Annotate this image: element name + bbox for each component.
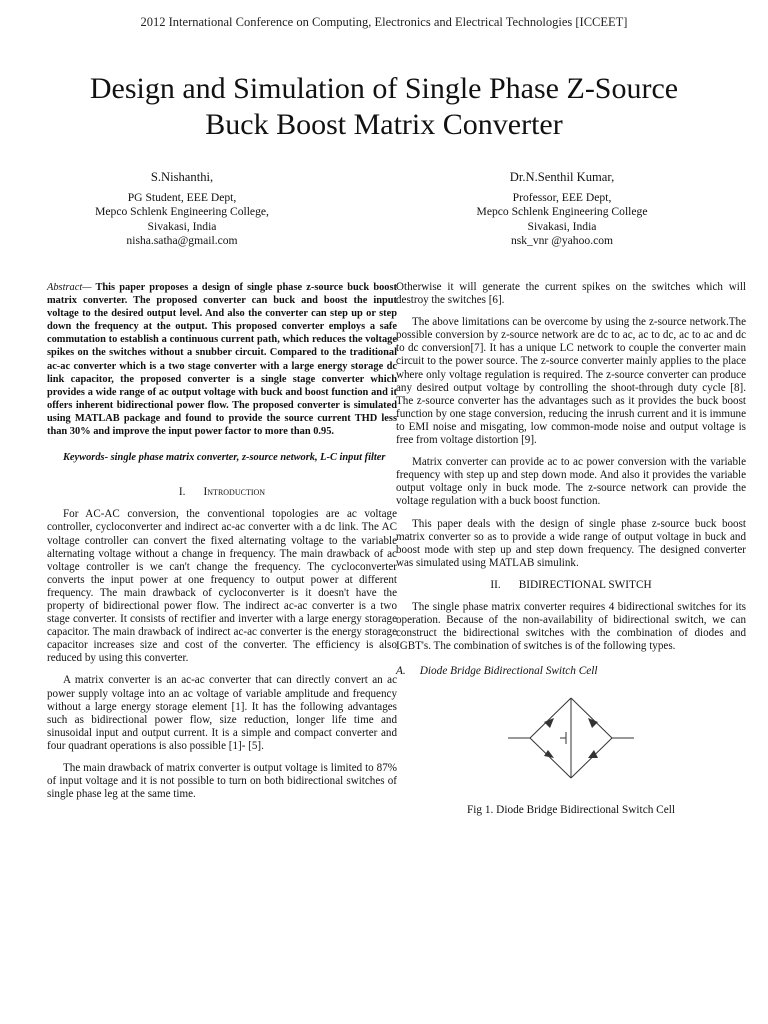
- subsection-number: A.: [396, 665, 406, 678]
- author-email[interactable]: nisha.satha@gmail.com: [126, 234, 238, 248]
- author-role: PG Student, EEE Dept,: [127, 190, 237, 204]
- section-title: BIDIRECTIONAL SWITCH: [518, 578, 652, 591]
- subsection-heading: [396, 665, 746, 678]
- body-paragraph: The main drawback of matrix converter is output voltage is limited to 87% of input voltage and it is not possible to turn on both bidirectional switches of single phase leg at the same time.: [47, 762, 397, 801]
- diode-icon: [544, 750, 554, 758]
- author-location: Sivakasi, India: [527, 219, 597, 233]
- diode-bridge-circuit-diagram: [508, 692, 634, 784]
- author-name: Dr.N.Senthil Kumar,: [509, 170, 615, 184]
- body-paragraph: The above limitations can be overcome by using the z-source network.The possible conversion by z-source network are dc to ac, ac to dc, ac to ac and dc to dc conversion[7]. It has a unique LC network to couple the converter main circuit to the power source. The z-source converter mainly applies to the place where only voltage regulation is required. The z-source converter can produce any desired output voltage by controlling the shoot-through duty cycle [8]. The z-source converter has the advantages such as it provides the buck boost function by one stage conversion, reducing the inrush current and it is immune to EMI noise and misgating, low common-mode noise and output voltage is free from voltage distortion [9].: [396, 316, 746, 447]
- author-block-2: [402, 170, 722, 249]
- author-affiliation: Mepco Schlenk Engineering College,: [95, 205, 269, 219]
- conference-header: 2012 International Conference on Computing, Electronics and Electrical Technologies [ICCEET]: [140, 15, 628, 29]
- body-paragraph: A matrix converter is an ac-ac converter that can directly convert an ac power supply voltage into an ac voltage of variable amplitude and frequency without a large energy storage element [1]. It has the following advantages such as bidirectional power flow, size reduction, longer life time and sinusoidal input and output current. It is a simple and compact converter and four quadrant operations is also possible [1]- [5].: [47, 674, 397, 752]
- author-email[interactable]: nsk_vnr @yahoo.com: [510, 234, 614, 248]
- body-paragraph: Matrix converter can provide ac to ac power conversion with the variable frequency with step up and step down mode. And also it provides the variable output voltage only in buck mode. The z-source network can provide the voltage regulation with a buck boost function.: [396, 456, 746, 508]
- abstract-text: This paper proposes a design of single phase z-source buck boost matrix converter. The proposed converter can buck and boost the input voltage to the desired output level. And also the converter can step up or step down the frequency at the output. This proposed converter employs a safe commutation to establish a continuous current path, which reduces the voltage spikes on the switches without a snubber circuit. Compared to the traditional ac-ac converter which is a two stage converter with a large energy storage dc link capacitor, the proposed converter is a single stage converter which provides a wide range of ac output voltage with buck and boost function and it offers inherent bidirectional power flow. The proposed converter is simulated using MATLAB package and found to provide the source current THD less than 30% and improve the input power factor to more than 0.95.: [47, 282, 397, 438]
- title-line-2: Buck Boost Matrix Converter: [205, 108, 563, 141]
- author-block-1: [22, 170, 342, 249]
- body-paragraph: Otherwise it will generate the current spikes on the switches which will destroy the switches [6].: [396, 281, 746, 307]
- author-name: S.Nishanthi,: [150, 170, 214, 184]
- right-column: [396, 281, 746, 818]
- body-paragraph: For AC-AC conversion, the conventional topologies are ac voltage controller, cycloconverter and indirect ac-ac converter with a dc link. The AC voltage controller can convert the fixed alternating voltage to the variable alternating voltage without a change in frequency. The main drawback of ac voltage controller is we can't change the frequency. The cycloconverter converts the input power at one frequency to output power at different frequency. The main drawback of cycloconverter is it doesn't have the property of bidirectional power flow. The indirect ac-ac converter is a two stage converter. It consists of rectifier and inverter with a large energy storage capacitor. The main drawback of indirect ac-ac converter is the energy storage capacitor increases size and cost of the converter. The efficiency is also reduced by using this converter.: [47, 508, 397, 665]
- figure-caption: Fig 1. Diode Bridge Bidirectional Switch Cell: [466, 804, 676, 817]
- bridge-arm-top-left: [530, 698, 571, 738]
- author-location: Sivakasi, India: [147, 219, 217, 233]
- abstract-lead: Abstract—: [47, 282, 92, 293]
- abstract: [47, 281, 397, 438]
- author-role: Professor, EEE Dept,: [512, 190, 612, 204]
- left-column: [47, 281, 397, 810]
- author-affiliation: Mepco Schlenk Engineering College: [476, 205, 648, 219]
- section-heading-bidirectional-switch: [396, 579, 746, 592]
- section-title: Introduction: [203, 486, 266, 499]
- bridge-arm-top-right: [571, 698, 612, 738]
- body-paragraph: The single phase matrix converter requires 4 bidirectional switches for its operation. Because of the non-availability of bidirectional switch, we can construct the bidirectional switches with the combination of diodes and IGBT's. The combination of switches is of the following types.: [396, 600, 746, 653]
- subsection-title: Diode Bridge Bidirectional Switch Cell: [419, 665, 598, 678]
- title-line-1: Design and Simulation of Single Phase Z-Source: [89, 72, 679, 105]
- body-paragraph: This paper deals with the design of single phase z-source buck boost matrix converter so as to provide a wide range of output voltage in buck and boost mode with step up and step down frequency. The designed converter was simulated using MATLAB simulink.: [396, 517, 746, 569]
- figure-diode-bridge: [396, 686, 746, 796]
- paper-title: [40, 71, 728, 143]
- bridge-arm-bottom-left: [530, 738, 571, 778]
- diode-icon: [588, 750, 598, 758]
- section-heading-introduction: [47, 486, 397, 499]
- section-number: I.: [178, 486, 186, 499]
- keywords: Keywords- single phase matrix converter, z-source network, L-C input filter: [63, 452, 386, 464]
- section-number: II.: [490, 578, 501, 591]
